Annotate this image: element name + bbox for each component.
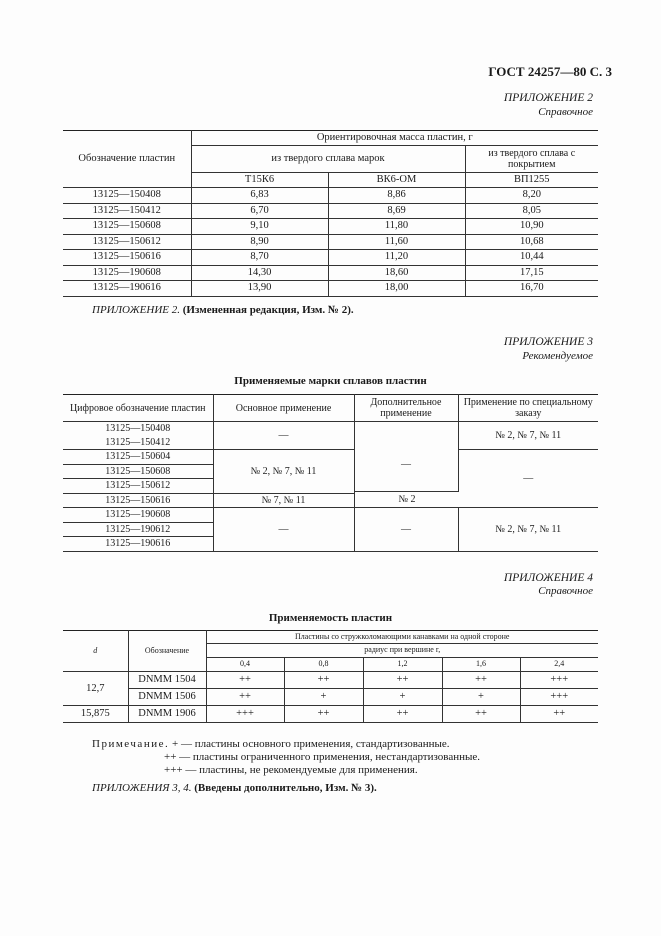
table-cell: 13125—150412 xyxy=(63,203,191,219)
table-cell: № 2, № 7, № 11 xyxy=(213,450,354,494)
table-cell: 13125—150608 xyxy=(63,219,191,235)
table-row xyxy=(63,219,598,235)
appendix-4-subtitle: Справочное xyxy=(538,585,593,597)
table-cell: + xyxy=(284,689,363,706)
table-cell: ++ xyxy=(442,672,520,689)
table-cell: 10,44 xyxy=(465,250,598,266)
table-cell: 10,68 xyxy=(465,234,598,250)
table-cell: 13125—190612 xyxy=(63,522,213,537)
table-cell: ++ xyxy=(284,672,363,689)
table-row xyxy=(63,281,598,297)
table-cell: ++ xyxy=(206,689,284,706)
change-note-text: (Измененная редакция, Изм. № 2). xyxy=(182,304,354,316)
table-cell: 15,875 xyxy=(63,706,128,723)
alloy-grades-table xyxy=(63,394,598,552)
table-row xyxy=(63,250,598,266)
table-cell: + xyxy=(442,689,520,706)
change-note-text: (Введены дополнительно, Изм. № 3). xyxy=(194,782,377,794)
table-cell: 13125—150608 xyxy=(63,464,213,479)
table-cell: № 2, № 7, № 11 xyxy=(458,422,598,450)
col-special-order-header: Применение по специальному заказу xyxy=(458,395,598,422)
appendix-2-subtitle: Справочное xyxy=(538,106,593,118)
remark-label: Примечание. xyxy=(92,738,170,750)
table-cell: 8,86 xyxy=(328,188,465,204)
table-cell: 13125—150408 xyxy=(63,422,213,436)
table-cell: № 7, № 11 xyxy=(213,493,354,508)
grade-header: ВП1255 xyxy=(465,173,598,188)
radius-header: 2,4 xyxy=(520,657,598,671)
table-cell: 11,20 xyxy=(328,250,465,266)
alloy-grades-heading: Применяемые марки сплавов пластин xyxy=(234,375,427,387)
appendix-3-subtitle: Рекомендуемое xyxy=(522,350,593,362)
table-cell: + xyxy=(363,689,442,706)
col-designation-header: Обозначение xyxy=(128,631,206,672)
table-cell: 13125—150604 xyxy=(63,450,213,465)
table-cell: 13125—190608 xyxy=(63,508,213,523)
table-cell: 8,90 xyxy=(191,234,328,250)
table-row xyxy=(63,672,598,689)
table-cell: ++ xyxy=(363,672,442,689)
appendix-2-change-note xyxy=(92,304,354,316)
table-row xyxy=(63,265,598,281)
col-radius-header: радиус при вершине r, xyxy=(206,644,598,657)
col-mass-header: Ориентировочная масса пластин, г xyxy=(191,131,598,146)
table-cell: 13125—150408 xyxy=(63,188,191,204)
table-cell: — xyxy=(458,450,598,508)
table-cell: 6,83 xyxy=(191,188,328,204)
table-cell: DNMM 1906 xyxy=(128,706,206,723)
table-cell: 8,20 xyxy=(465,188,598,204)
radius-header: 1,6 xyxy=(442,657,520,671)
table-cell: 8,70 xyxy=(191,250,328,266)
col-additional-use-header: Дополнительное применение xyxy=(354,395,458,422)
table-cell: +++ xyxy=(520,672,598,689)
remark-line-2: ++ — пластины ограниченного применения, нестандартизованные. xyxy=(164,751,481,763)
table-row xyxy=(63,689,598,706)
remark-text-1: + — пластины основного применения, стандартизованные. xyxy=(171,738,450,750)
table-cell: 17,15 xyxy=(465,265,598,281)
table-cell: 13125—190608 xyxy=(63,265,191,281)
table-cell: 11,80 xyxy=(328,219,465,235)
table-cell: ++ xyxy=(520,706,598,723)
col-coated-header: из твердого сплава с покрытием xyxy=(465,146,598,173)
col-d-header: d xyxy=(63,631,128,672)
table-cell: 9,10 xyxy=(191,219,328,235)
table-cell: 13125—190616 xyxy=(63,281,191,297)
remark-line-1 xyxy=(92,738,450,750)
appendix-3-4-change-note xyxy=(92,782,377,794)
grade-header: ВК6-ОМ xyxy=(328,173,465,188)
table-cell: ++ xyxy=(363,706,442,723)
col-code-header: Цифровое обозначение пластин xyxy=(63,395,213,422)
table-cell: 13125—150412 xyxy=(63,436,213,450)
table-cell: — xyxy=(213,422,354,450)
table-cell: 13,90 xyxy=(191,281,328,297)
table-cell: ++ xyxy=(284,706,363,723)
applicability-heading: Применяемость пластин xyxy=(268,612,393,624)
table-cell: 13125—190616 xyxy=(63,537,213,552)
radius-header: 0,4 xyxy=(206,657,284,671)
table-cell: 12,7 xyxy=(63,672,128,706)
table-cell: +++ xyxy=(520,689,598,706)
table-row xyxy=(63,203,598,219)
table-cell: 16,70 xyxy=(465,281,598,297)
page-header: ГОСТ 24257—80 С. 3 xyxy=(488,64,612,79)
table-cell: № 2, № 7, № 11 xyxy=(458,508,598,552)
appendix-2-title: ПРИЛОЖЕНИЕ 2 xyxy=(503,92,593,104)
radius-header: 0,8 xyxy=(284,657,363,671)
table-cell: DNMM 1506 xyxy=(128,689,206,706)
table-cell: 10,90 xyxy=(465,219,598,235)
table-cell: — xyxy=(354,508,458,552)
table-cell: — xyxy=(213,508,354,552)
radius-header: 1,2 xyxy=(363,657,442,671)
table-cell: 13125—150616 xyxy=(63,250,191,266)
remark-line-3: +++ — пластины, не рекомендуемые для применения. xyxy=(164,764,418,776)
table-cell: 8,05 xyxy=(465,203,598,219)
table-cell: 18,00 xyxy=(328,281,465,297)
table-cell: — xyxy=(354,422,458,508)
table-cell: +++ xyxy=(206,706,284,723)
mass-table xyxy=(63,130,598,297)
col-hard-alloy-header: из твердого сплава марок xyxy=(191,146,465,173)
table-cell: ++ xyxy=(206,672,284,689)
additional-use-cell: № 2 xyxy=(355,491,459,508)
grade-header: Т15К6 xyxy=(191,173,328,188)
col-group-header: Пластины со стружколомающими канавками на одной стороне xyxy=(206,631,598,644)
table-cell: 13125—150612 xyxy=(63,234,191,250)
appendix-3-title: ПРИЛОЖЕНИЕ 3 xyxy=(503,336,593,348)
table-cell: 13125—150612 xyxy=(63,479,213,494)
change-note-label: ПРИЛОЖЕНИЯ 3, 4. xyxy=(92,782,192,794)
table-cell: 18,60 xyxy=(328,265,465,281)
table-row xyxy=(63,706,598,723)
appendix-4-title: ПРИЛОЖЕНИЕ 4 xyxy=(503,572,593,584)
table-cell: DNMM 1504 xyxy=(128,672,206,689)
col-designation-header: Обозначение пластин xyxy=(63,131,191,188)
applicability-table xyxy=(63,630,598,723)
change-note-label: ПРИЛОЖЕНИЕ 2. xyxy=(92,304,180,316)
col-main-use-header: Основное применение xyxy=(213,395,354,422)
table-row xyxy=(63,234,598,250)
table-cell: ++ xyxy=(442,706,520,723)
table-cell: 11,60 xyxy=(328,234,465,250)
table-cell: 8,69 xyxy=(328,203,465,219)
table-cell: 6,70 xyxy=(191,203,328,219)
table-cell: 13125—150616 xyxy=(63,493,213,508)
table-row xyxy=(63,188,598,204)
table-cell: 14,30 xyxy=(191,265,328,281)
